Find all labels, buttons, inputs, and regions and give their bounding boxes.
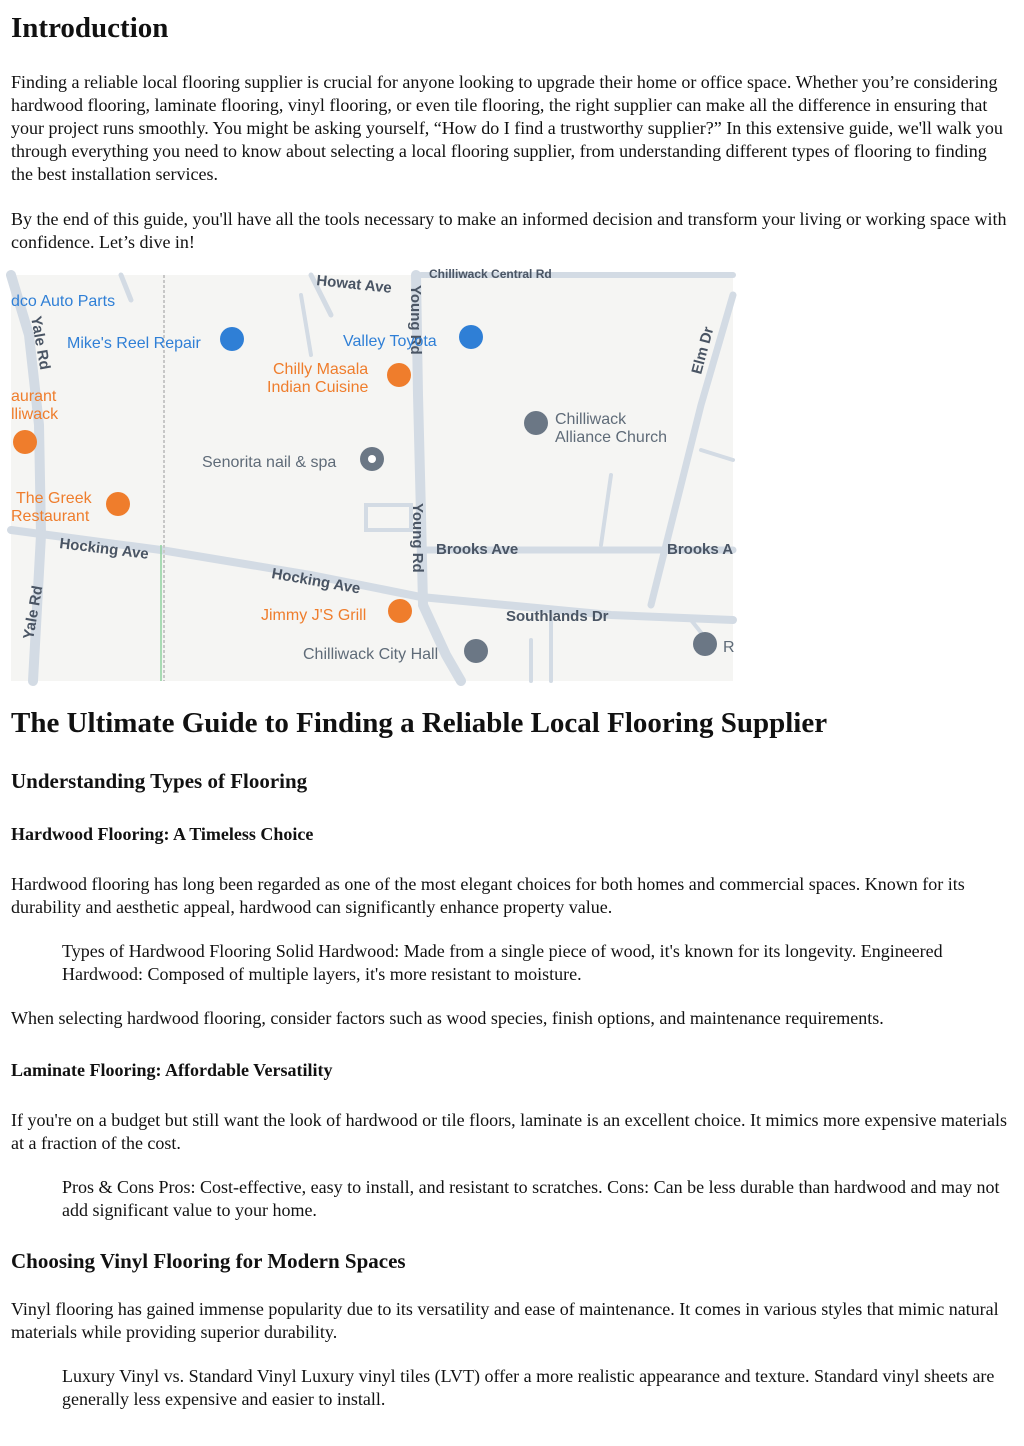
map-label-yale-1: Yale Rd bbox=[27, 314, 54, 372]
vinyl-heading: Choosing Vinyl Flooring for Modern Spaces bbox=[11, 1249, 406, 1273]
map-label-church-1: Chilliwack bbox=[555, 411, 627, 428]
map-label-young-1: Young Rd bbox=[407, 285, 424, 355]
intro-paragraph-2: By the end of this guide, you'll have all the tools necessary to make an informed decision and transform your living or working space with confidence. Let’s dive in! bbox=[11, 209, 1007, 252]
map-label-auto-parts: dco Auto Parts bbox=[11, 293, 116, 310]
hardwood-heading: Hardwood Flooring: A Timeless Choice bbox=[11, 824, 314, 844]
pin-mikes-reel-repair-icon bbox=[220, 327, 244, 351]
map-image bbox=[11, 267, 735, 681]
laminate-list: Pros & Cons Pros: Cost-effective, easy to install, and resistant to scratches. Cons: Can be less durable than hardwood and may not add significant value to your home. bbox=[62, 1177, 1000, 1220]
types-heading: Understanding Types of Flooring bbox=[11, 769, 308, 793]
laminate-paragraph: If you're on a budget but still want the look of hardwood or tile floors, laminate is an excellent choice. It mimics more expensive materials at a fraction of the cost. bbox=[11, 1110, 1007, 1153]
pin-chilly-masala-icon bbox=[387, 363, 411, 387]
guide-title: The Ultimate Guide to Finding a Reliable Local Flooring Supplier bbox=[11, 707, 828, 739]
map-label-elm: Elm Dr bbox=[688, 324, 718, 377]
pin-jimmy-grill-icon bbox=[388, 599, 412, 623]
map-label-brooks-1: Brooks Ave bbox=[436, 541, 519, 558]
map-label-chilly-1: Chilly Masala bbox=[273, 361, 369, 378]
vinyl-list: Luxury Vinyl vs. Standard Vinyl Luxury vinyl tiles (LVT) offer a more realistic appearance and texture. Standard vinyl sheets are generally less expensive and easier to install. bbox=[62, 1366, 995, 1409]
intro-paragraph-1: Finding a reliable local flooring supplier is crucial for anyone looking to upgrade their home or office space. Whether you’re considering hardwood flooring, laminate flooring, vinyl flooring, or even tile flooring, the right supplier can make all the difference in ensuring that your project runs smoothly. You might be asking yourself, “How do I find a trustworthy supplier?” In this extensive guide, we'll walk you through everything you need to know about selecting a local flooring supplier, from understanding different types of flooring to finding the best installation services. bbox=[11, 72, 1003, 184]
pin-valley-toyota-icon bbox=[459, 325, 483, 349]
hardwood-list: Types of Hardwood Flooring Solid Hardwood: Made from a single piece of wood, it's known for its longevity. Engineered Hardwood: Composed of multiple layers, it's more resistant to moisture. bbox=[62, 941, 943, 984]
map-label-valley: Valley Toyota bbox=[343, 333, 437, 350]
map-label-brooks-2: Brooks A bbox=[667, 541, 734, 558]
map-label-jimmy: Jimmy J'S Grill bbox=[261, 607, 367, 624]
map-label-greek-2: Restaurant bbox=[11, 508, 90, 525]
map-label-yale-2: Yale Rd bbox=[20, 584, 47, 641]
map-label-church-2: Alliance Church bbox=[555, 429, 668, 446]
laminate-heading: Laminate Flooring: Affordable Versatility bbox=[11, 1060, 333, 1080]
hardwood-paragraph: Hardwood flooring has long been regarded as one of the most elegant choices for both homes and commercial spaces. Known for its durability and aesthetic appeal, hardwood can significantly enhance property value. bbox=[11, 874, 965, 917]
map-label-city-hall: Chilliwack City Hall bbox=[303, 646, 439, 663]
pin-restaurant-icon bbox=[13, 430, 37, 454]
pin-city-hall-icon bbox=[464, 639, 488, 663]
map-label-rest-2: lliwack bbox=[11, 406, 59, 423]
vinyl-paragraph: Vinyl flooring has gained immense popularity due to its versatility and ease of maintenance. It comes in various styles that mimic natural materials while providing superior durability. bbox=[11, 1299, 999, 1342]
elm-dr bbox=[651, 295, 733, 605]
hardwood-after: When selecting hardwood flooring, consider factors such as wood species, finish options, and maintenance requirements. bbox=[11, 1008, 884, 1028]
map-label-hocking-2: Hocking Ave bbox=[270, 565, 362, 598]
map-label-senorita: Senorita nail & spa bbox=[202, 454, 337, 471]
map-label-southlands: Southlands Dr bbox=[506, 608, 609, 625]
intro-heading: Introduction bbox=[11, 12, 169, 44]
map-label-mikes: Mike's Reel Repair bbox=[67, 335, 201, 352]
map-label-howat: Howat Ave bbox=[315, 272, 393, 297]
map-label-rest-1: aurant bbox=[11, 388, 57, 405]
pin-senorita-icon bbox=[360, 447, 384, 471]
map-label-young-2: Young Rd bbox=[409, 503, 426, 573]
pin-church-icon bbox=[524, 411, 548, 435]
pin-greek-restaurant-icon bbox=[106, 492, 130, 516]
map-label-hocking-1: Hocking Ave bbox=[58, 535, 150, 563]
map-label-greek-1: The Greek bbox=[16, 490, 92, 507]
map-label-central: Chilliwack Central Rd bbox=[429, 267, 552, 281]
map-label-r: R bbox=[723, 639, 735, 656]
pin-school-icon bbox=[693, 632, 717, 656]
map-label-chilly-2: Indian Cuisine bbox=[267, 379, 369, 396]
